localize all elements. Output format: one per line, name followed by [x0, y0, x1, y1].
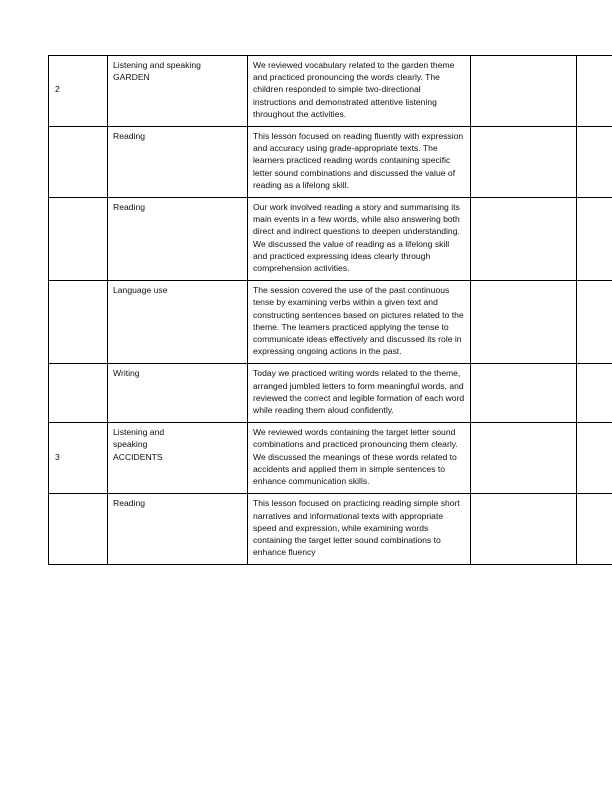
week-cell: 3: [49, 423, 108, 494]
empty-cell: [577, 198, 612, 281]
empty-cell: [577, 423, 612, 494]
description-cell: This lesson focused on reading fluently with expression and accuracy using grade-appropriate texts. The learners practiced reading words containing specific letter sound combinations and discussed the value of reading as a lifelong skill.: [248, 127, 471, 198]
table-row: [49, 423, 612, 494]
strand-cell: [108, 423, 248, 494]
empty-cell: [577, 127, 612, 198]
description-cell: Today we practiced writing words related to the theme, arranged jumbled letters to form meaningful words, and reviewed the correct and legible formation of each word while reading them aloud confidently.: [248, 364, 471, 423]
table-row: [49, 281, 612, 364]
description-cell: We reviewed vocabulary related to the garden theme and practiced pronouncing the words clearly. The children responded to simple two-directional instructions and demonstrated attentive listening throughout the activities.: [248, 56, 471, 127]
empty-cell: [471, 127, 577, 198]
strand-cell: Reading: [108, 494, 248, 565]
empty-cell: [471, 364, 577, 423]
table-row: [49, 198, 612, 281]
week-cell: 2: [49, 56, 108, 127]
strand-cell: Language use: [108, 281, 248, 364]
week-cell: [49, 281, 108, 364]
empty-cell: [471, 281, 577, 364]
empty-cell: [577, 364, 612, 423]
empty-cell: [577, 281, 612, 364]
strand-cell: Reading: [108, 198, 248, 281]
table-row: [49, 364, 612, 423]
description-cell: The session covered the use of the past continuous tense by examining verbs within a given text and constructing sentences based on pictures related to the theme. The learners practiced applying the tense to communicate ideas effectively and discussed its role in expressing ongoing actions in the past.: [248, 281, 471, 364]
empty-cell: [471, 423, 577, 494]
strand-label: Listening and speaking ACCIDENTS: [113, 427, 165, 462]
table-row: [49, 56, 612, 127]
strand-cell: Writing: [108, 364, 248, 423]
empty-cell: [471, 494, 577, 565]
strand-label: Listening and speaking GARDEN: [113, 60, 201, 83]
week-cell: [49, 494, 108, 565]
empty-cell: [471, 198, 577, 281]
week-cell: [49, 198, 108, 281]
strand-cell: [108, 56, 248, 127]
empty-cell: [577, 494, 612, 565]
lesson-table: [48, 55, 612, 565]
description-cell: Our work involved reading a story and summarising its main events in a few words, while also answering both direct and indirect questions to deepen understanding. We discussed the value of reading as a lifelong skill and practiced expressing ideas clearly through comprehension activities.: [248, 198, 471, 281]
table-row: [49, 494, 612, 565]
empty-cell: [471, 56, 577, 127]
description-cell: We reviewed words containing the target letter sound combinations and practiced pronouncing them clearly. We discussed the meanings of these words related to accidents and applied them in simple sentences to enhance communication skills.: [248, 423, 471, 494]
empty-cell: [577, 56, 612, 127]
table-row: [49, 127, 612, 198]
strand-cell: Reading: [108, 127, 248, 198]
week-cell: [49, 127, 108, 198]
week-cell: [49, 364, 108, 423]
description-cell: This lesson focused on practicing reading simple short narratives and informational texts with appropriate speed and expression, while examining words containing the target letter sound combinations to enhance fluency: [248, 494, 471, 565]
